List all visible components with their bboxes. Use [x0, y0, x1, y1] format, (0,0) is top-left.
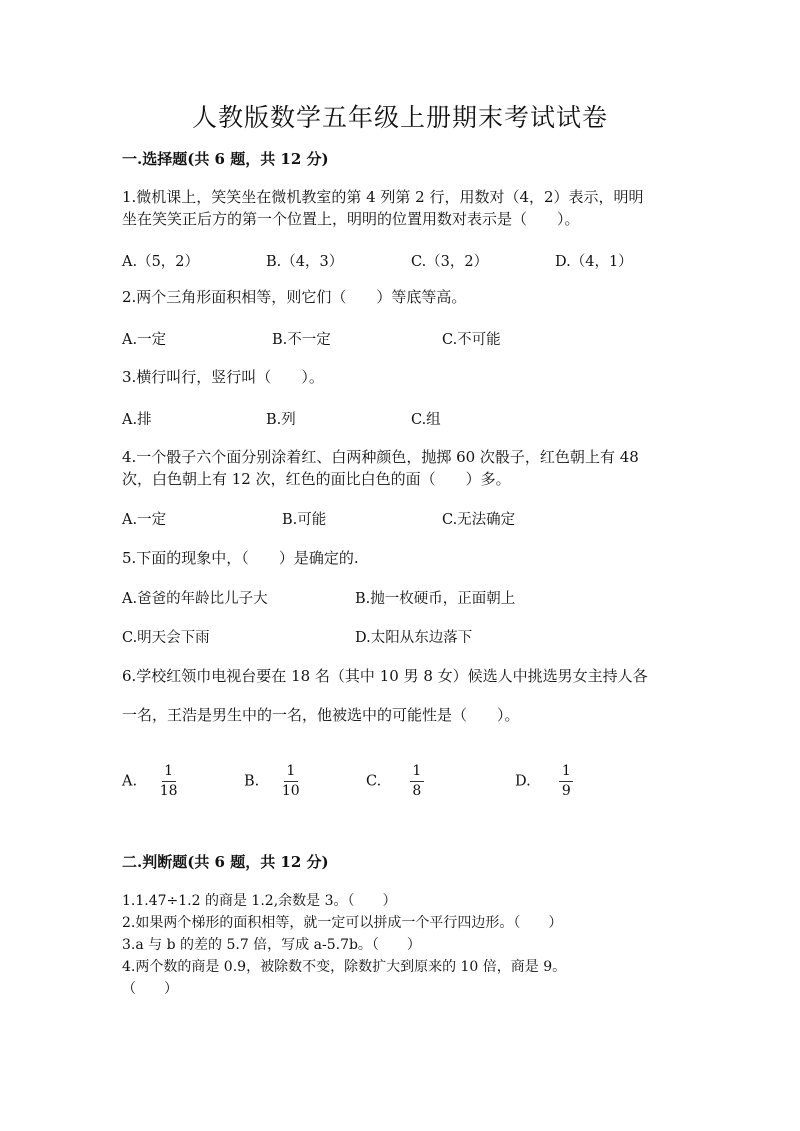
question-3-option-c[interactable]: C.组 [411, 412, 441, 428]
question-2-option-b[interactable]: B.不一定 [272, 332, 331, 348]
question-2-option-a[interactable]: A.一定 [122, 332, 167, 348]
question-5-option-c[interactable]: C.明天会下雨 [122, 630, 210, 646]
fraction-bar [559, 781, 573, 782]
fraction [410, 764, 424, 799]
question-1-line-2: 坐在笑笑正后方的第一个位置上，明明的位置用数对表示是（ ）。 [122, 210, 580, 228]
question-6-line-1: 6.学校红领巾电视台要在 18 名（其中 10 男 8 女）候选人中挑选男女主持人各 [122, 667, 648, 685]
fraction-denominator: 9 [561, 783, 571, 799]
fraction-bar [162, 781, 176, 782]
question-5-line-1: 5.下面的现象中，（ ）是确定的. [122, 549, 359, 567]
fraction-denominator: 8 [412, 783, 422, 799]
question-3-option-b[interactable]: B.列 [266, 412, 296, 428]
question-4-option-a[interactable]: A.一定 [122, 512, 167, 528]
question-4-option-b[interactable]: B.可能 [282, 512, 327, 528]
question-6-option-b[interactable] [244, 764, 300, 799]
true-false-item-4: 4.两个数的商是 0.9，被除数不变，除数扩大到原来的 10 倍，商是 9。 [122, 959, 567, 975]
fraction [282, 764, 300, 799]
option-label: A. [122, 773, 138, 790]
section-heading-true-false: 二.判断题(共 6 题，共 12 分) [122, 853, 329, 871]
question-5-option-b[interactable]: B.抛一枚硬币，正面朝上 [355, 591, 516, 607]
option-label: C. [366, 773, 382, 790]
true-false-item-4-answer: （ ） [122, 981, 178, 997]
question-1-option-b[interactable]: B.（4，3） [266, 254, 344, 270]
question-4-line-1: 4.一个骰子六个面分别涂着红、白两种颜色，抛掷 60 次骰子，红色朝上有 48 [122, 448, 639, 466]
fraction-denominator: 18 [159, 783, 178, 799]
true-false-item-2: 2.如果两个梯形的面积相等，就一定可以拼成一个平行四边形。（ ） [122, 915, 563, 931]
question-1-line-1: 1.微机课上，笑笑坐在微机教室的第 4 列第 2 行，用数对（4，2）表示，明明 [122, 188, 644, 206]
question-1-option-a[interactable]: A.（5，2） [122, 254, 200, 270]
question-2-option-c[interactable]: C.不可能 [442, 332, 501, 348]
question-1-option-c[interactable]: C.（3，2） [411, 254, 489, 270]
fraction [160, 764, 178, 799]
section-heading-choice: 一.选择题(共 6 题，共 12 分) [122, 150, 329, 168]
fraction-denominator: 10 [281, 783, 300, 799]
question-1-option-d[interactable]: D.（4，1） [555, 254, 633, 270]
fraction [559, 764, 573, 799]
fraction-bar [284, 781, 298, 782]
fraction-numerator: 1 [164, 763, 174, 779]
question-3-option-a[interactable]: A.排 [122, 412, 152, 428]
question-6-line-2: 一名，王浩是男生中的一名，他被选中的可能性是（ ）。 [122, 706, 520, 724]
fraction-numerator: 1 [561, 763, 571, 779]
page-title: 人教版数学五年级上册期末考试试卷 [191, 103, 608, 132]
question-6-option-d[interactable] [515, 764, 573, 799]
question-4-line-2: 次，白色朝上有 12 次，红色的面比白色的面（ ）多。 [122, 470, 511, 488]
question-6-option-a[interactable] [122, 764, 178, 799]
fraction-bar [410, 781, 424, 782]
option-label: D. [515, 773, 531, 790]
question-2-line-1: 2.两个三角形面积相等，则它们（ ）等底等高。 [122, 288, 467, 306]
true-false-item-1: 1.1.47÷1.2 的商是 1.2,余数是 3。（ ） [122, 893, 397, 909]
fraction-numerator: 1 [412, 763, 422, 779]
question-4-option-c[interactable]: C.无法确定 [442, 512, 516, 528]
question-6-option-c[interactable] [366, 764, 424, 799]
question-5-option-d[interactable]: D.太阳从东边落下 [355, 630, 473, 646]
option-label: B. [244, 773, 260, 790]
question-3-line-1: 3.横行叫行，竖行叫（ ）。 [122, 368, 324, 386]
true-false-item-3: 3.a 与 b 的差的 5.7 倍，写成 a-5.7b。（ ） [122, 937, 421, 953]
question-5-option-a[interactable]: A.爸爸的年龄比儿子大 [122, 591, 268, 607]
fraction-numerator: 1 [286, 763, 296, 779]
